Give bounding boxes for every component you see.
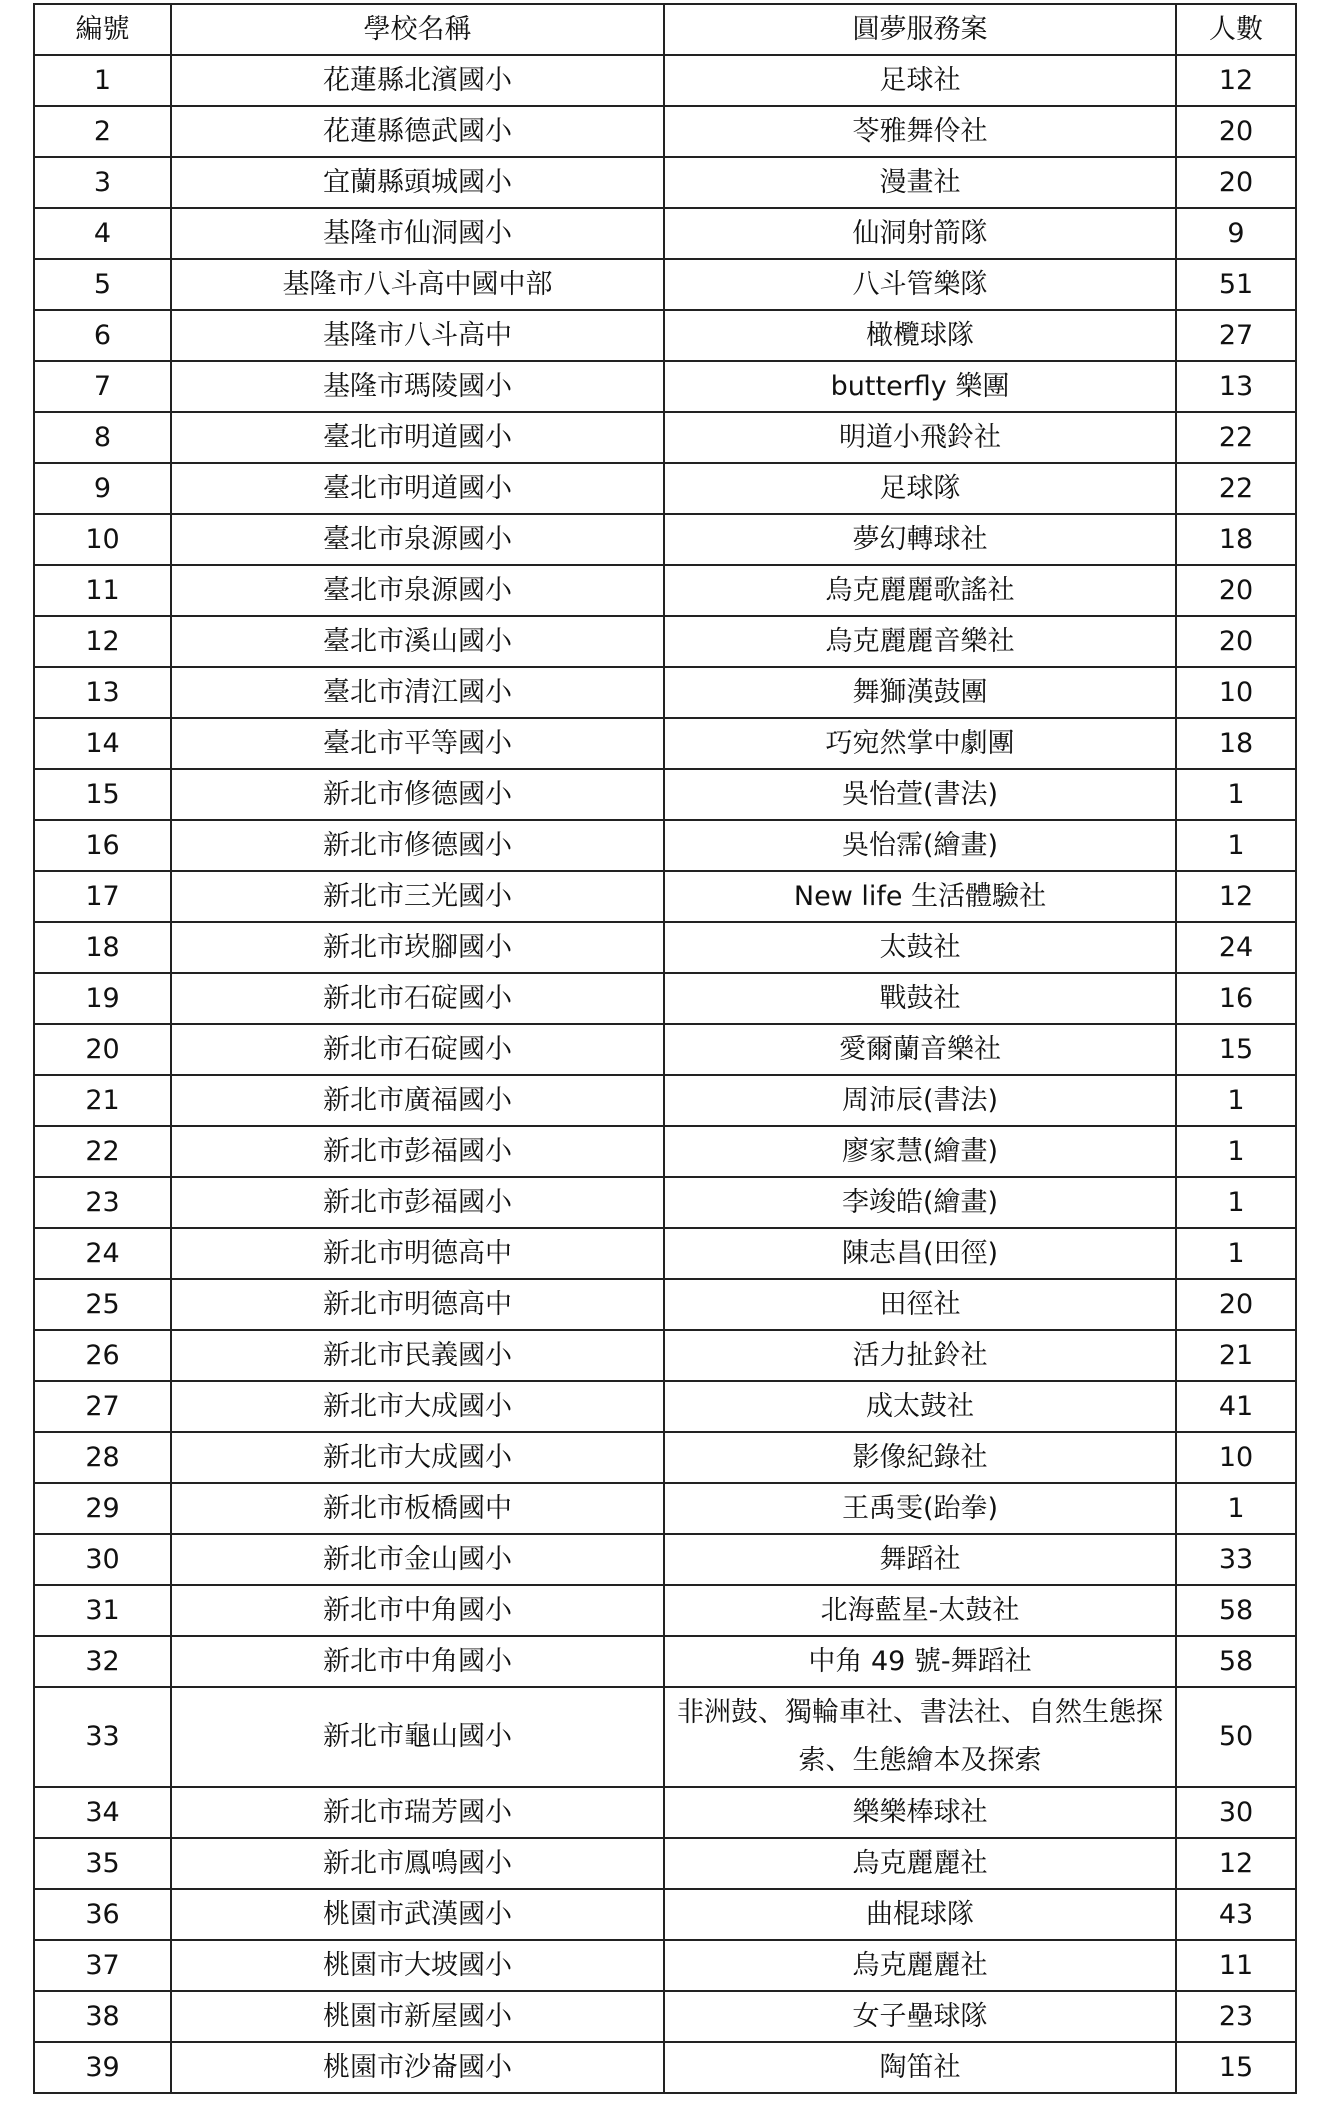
cell-service: 影像紀錄社 — [664, 1432, 1176, 1483]
cell-school: 新北市龜山國小 — [171, 1687, 664, 1787]
table-row — [34, 55, 1296, 106]
table-row — [34, 1075, 1296, 1126]
cell-school: 臺北市溪山國小 — [171, 616, 664, 667]
cell-count: 1 — [1176, 820, 1296, 871]
cell-count: 50 — [1176, 1687, 1296, 1787]
cell-school: 新北市廣福國小 — [171, 1075, 664, 1126]
cell-service: 陶笛社 — [664, 2042, 1176, 2093]
table-row — [34, 157, 1296, 208]
table-row — [34, 1940, 1296, 1991]
table-row — [34, 412, 1296, 463]
cell-no: 19 — [34, 973, 171, 1024]
cell-no: 2 — [34, 106, 171, 157]
cell-no: 25 — [34, 1279, 171, 1330]
cell-count: 11 — [1176, 1940, 1296, 1991]
table-row — [34, 208, 1296, 259]
cell-service: 樂樂棒球社 — [664, 1787, 1176, 1838]
cell-service: 吳怡萱(書法) — [664, 769, 1176, 820]
cell-count: 10 — [1176, 1432, 1296, 1483]
cell-service: 北海藍星-太鼓社 — [664, 1585, 1176, 1636]
cell-school: 臺北市泉源國小 — [171, 514, 664, 565]
cell-no: 9 — [34, 463, 171, 514]
cell-count: 21 — [1176, 1330, 1296, 1381]
table-row — [34, 1838, 1296, 1889]
cell-count: 13 — [1176, 361, 1296, 412]
cell-school: 新北市彭福國小 — [171, 1177, 664, 1228]
cell-school: 新北市中角國小 — [171, 1585, 664, 1636]
cell-count: 22 — [1176, 412, 1296, 463]
cell-no: 5 — [34, 259, 171, 310]
table-row — [34, 769, 1296, 820]
cell-no: 16 — [34, 820, 171, 871]
cell-no: 39 — [34, 2042, 171, 2093]
cell-service: 田徑社 — [664, 1279, 1176, 1330]
cell-school: 新北市修德國小 — [171, 820, 664, 871]
table-row — [34, 106, 1296, 157]
cell-count: 1 — [1176, 1483, 1296, 1534]
cell-school: 基隆市八斗高中 — [171, 310, 664, 361]
cell-service: 巧宛然掌中劇團 — [664, 718, 1176, 769]
cell-count: 1 — [1176, 769, 1296, 820]
cell-no: 28 — [34, 1432, 171, 1483]
cell-school: 新北市崁腳國小 — [171, 922, 664, 973]
cell-count: 20 — [1176, 106, 1296, 157]
table-row — [34, 1228, 1296, 1279]
cell-no: 33 — [34, 1687, 171, 1787]
cell-count: 23 — [1176, 1991, 1296, 2042]
table-row — [34, 463, 1296, 514]
cell-school: 新北市中角國小 — [171, 1636, 664, 1687]
cell-service: 女子壘球隊 — [664, 1991, 1176, 2042]
table-row — [34, 1636, 1296, 1687]
cell-service: 周沛辰(書法) — [664, 1075, 1176, 1126]
table-row — [34, 259, 1296, 310]
cell-count: 15 — [1176, 1024, 1296, 1075]
cell-service: 橄欖球隊 — [664, 310, 1176, 361]
cell-count: 20 — [1176, 1279, 1296, 1330]
cell-no: 29 — [34, 1483, 171, 1534]
roster-body — [34, 55, 1296, 2093]
cell-no: 13 — [34, 667, 171, 718]
table-row — [34, 1483, 1296, 1534]
table-row — [34, 1381, 1296, 1432]
cell-service: 足球隊 — [664, 463, 1176, 514]
cell-school: 花蓮縣德武國小 — [171, 106, 664, 157]
cell-count: 58 — [1176, 1636, 1296, 1687]
cell-service: 中角 49 號-舞蹈社 — [664, 1636, 1176, 1687]
cell-count: 41 — [1176, 1381, 1296, 1432]
cell-count: 18 — [1176, 514, 1296, 565]
cell-school: 臺北市明道國小 — [171, 463, 664, 514]
cell-service: 舞獅漢鼓團 — [664, 667, 1176, 718]
table-row — [34, 514, 1296, 565]
cell-service: 苓雅舞伶社 — [664, 106, 1176, 157]
roster-table — [33, 3, 1297, 2094]
cell-school: 桃園市沙崙國小 — [171, 2042, 664, 2093]
cell-service: 李竣皓(繪畫) — [664, 1177, 1176, 1228]
cell-school: 新北市修德國小 — [171, 769, 664, 820]
cell-no: 7 — [34, 361, 171, 412]
cell-no: 6 — [34, 310, 171, 361]
cell-no: 35 — [34, 1838, 171, 1889]
cell-school: 桃園市新屋國小 — [171, 1991, 664, 2042]
table-row — [34, 1787, 1296, 1838]
cell-count: 12 — [1176, 1838, 1296, 1889]
cell-count: 24 — [1176, 922, 1296, 973]
cell-service: New life 生活體驗社 — [664, 871, 1176, 922]
cell-school: 新北市三光國小 — [171, 871, 664, 922]
cell-service: 非洲鼓、獨輪車社、書法社、自然生態探索、生態繪本及探索 — [664, 1687, 1176, 1787]
cell-school: 基隆市仙洞國小 — [171, 208, 664, 259]
table-row — [34, 1889, 1296, 1940]
cell-service: 烏克麗麗社 — [664, 1838, 1176, 1889]
cell-no: 24 — [34, 1228, 171, 1279]
table-row — [34, 361, 1296, 412]
cell-count: 10 — [1176, 667, 1296, 718]
cell-school: 新北市明德高中 — [171, 1228, 664, 1279]
cell-service: 太鼓社 — [664, 922, 1176, 973]
table-row — [34, 1126, 1296, 1177]
cell-school: 基隆市八斗高中國中部 — [171, 259, 664, 310]
cell-service: 夢幻轉球社 — [664, 514, 1176, 565]
cell-school: 新北市金山國小 — [171, 1534, 664, 1585]
cell-no: 14 — [34, 718, 171, 769]
cell-service: 烏克麗麗歌謠社 — [664, 565, 1176, 616]
cell-no: 3 — [34, 157, 171, 208]
cell-service: 舞蹈社 — [664, 1534, 1176, 1585]
header-count: 人數 — [1176, 4, 1296, 55]
cell-school: 新北市彭福國小 — [171, 1126, 664, 1177]
cell-count: 51 — [1176, 259, 1296, 310]
cell-school: 新北市大成國小 — [171, 1432, 664, 1483]
cell-school: 桃園市武漢國小 — [171, 1889, 664, 1940]
cell-count: 9 — [1176, 208, 1296, 259]
cell-count: 1 — [1176, 1228, 1296, 1279]
cell-no: 1 — [34, 55, 171, 106]
cell-service: 成太鼓社 — [664, 1381, 1176, 1432]
cell-count: 15 — [1176, 2042, 1296, 2093]
cell-service: 陳志昌(田徑) — [664, 1228, 1176, 1279]
cell-count: 12 — [1176, 55, 1296, 106]
cell-service: 吳怡霈(繪畫) — [664, 820, 1176, 871]
cell-school: 桃園市大坡國小 — [171, 1940, 664, 1991]
table-row — [34, 973, 1296, 1024]
cell-no: 36 — [34, 1889, 171, 1940]
cell-count: 22 — [1176, 463, 1296, 514]
cell-school: 新北市石碇國小 — [171, 1024, 664, 1075]
cell-no: 27 — [34, 1381, 171, 1432]
cell-service: 足球社 — [664, 55, 1176, 106]
cell-service: 烏克麗麗社 — [664, 1940, 1176, 1991]
cell-count: 18 — [1176, 718, 1296, 769]
cell-count: 16 — [1176, 973, 1296, 1024]
cell-count: 58 — [1176, 1585, 1296, 1636]
cell-service: 漫畫社 — [664, 157, 1176, 208]
cell-no: 22 — [34, 1126, 171, 1177]
cell-school: 新北市石碇國小 — [171, 973, 664, 1024]
cell-no: 32 — [34, 1636, 171, 1687]
cell-count: 33 — [1176, 1534, 1296, 1585]
cell-count: 20 — [1176, 565, 1296, 616]
cell-service: 廖家慧(繪畫) — [664, 1126, 1176, 1177]
table-row — [34, 565, 1296, 616]
table-row — [34, 1687, 1296, 1787]
cell-count: 1 — [1176, 1075, 1296, 1126]
cell-school: 新北市明德高中 — [171, 1279, 664, 1330]
cell-no: 26 — [34, 1330, 171, 1381]
table-row — [34, 1330, 1296, 1381]
cell-service: 活力扯鈴社 — [664, 1330, 1176, 1381]
table-row — [34, 310, 1296, 361]
cell-no: 20 — [34, 1024, 171, 1075]
cell-count: 43 — [1176, 1889, 1296, 1940]
cell-school: 新北市鳳鳴國小 — [171, 1838, 664, 1889]
table-row — [34, 1024, 1296, 1075]
cell-no: 8 — [34, 412, 171, 463]
cell-count: 30 — [1176, 1787, 1296, 1838]
header-no: 編號 — [34, 4, 171, 55]
header-service: 圓夢服務案 — [664, 4, 1176, 55]
cell-school: 基隆市瑪陵國小 — [171, 361, 664, 412]
cell-no: 38 — [34, 1991, 171, 2042]
cell-no: 12 — [34, 616, 171, 667]
table-row — [34, 1432, 1296, 1483]
cell-no: 21 — [34, 1075, 171, 1126]
table-row — [34, 1991, 1296, 2042]
cell-service: 明道小飛鈴社 — [664, 412, 1176, 463]
cell-service: 八斗管樂隊 — [664, 259, 1176, 310]
cell-no: 34 — [34, 1787, 171, 1838]
cell-school: 新北市瑞芳國小 — [171, 1787, 664, 1838]
cell-school: 宜蘭縣頭城國小 — [171, 157, 664, 208]
cell-count: 20 — [1176, 616, 1296, 667]
table-row — [34, 1279, 1296, 1330]
cell-service: 曲棍球隊 — [664, 1889, 1176, 1940]
cell-count: 27 — [1176, 310, 1296, 361]
cell-no: 11 — [34, 565, 171, 616]
cell-no: 18 — [34, 922, 171, 973]
table-row — [34, 1534, 1296, 1585]
cell-count: 1 — [1176, 1126, 1296, 1177]
table-row — [34, 1585, 1296, 1636]
cell-no: 31 — [34, 1585, 171, 1636]
cell-service: 戰鼓社 — [664, 973, 1176, 1024]
cell-no: 15 — [34, 769, 171, 820]
cell-school: 臺北市清江國小 — [171, 667, 664, 718]
cell-school: 臺北市平等國小 — [171, 718, 664, 769]
cell-count: 1 — [1176, 1177, 1296, 1228]
cell-school: 新北市大成國小 — [171, 1381, 664, 1432]
table-row — [34, 820, 1296, 871]
table-row — [34, 2042, 1296, 2093]
cell-school: 新北市板橋國中 — [171, 1483, 664, 1534]
cell-school: 臺北市泉源國小 — [171, 565, 664, 616]
header-row — [34, 4, 1296, 55]
table-row — [34, 1177, 1296, 1228]
cell-school: 花蓮縣北濱國小 — [171, 55, 664, 106]
cell-service: 烏克麗麗音樂社 — [664, 616, 1176, 667]
cell-count: 12 — [1176, 871, 1296, 922]
cell-count: 20 — [1176, 157, 1296, 208]
cell-no: 30 — [34, 1534, 171, 1585]
cell-service: 王禹雯(跆拳) — [664, 1483, 1176, 1534]
table-row — [34, 667, 1296, 718]
table-row — [34, 922, 1296, 973]
cell-school: 臺北市明道國小 — [171, 412, 664, 463]
table-row — [34, 616, 1296, 667]
cell-service: butterfly 樂團 — [664, 361, 1176, 412]
cell-no: 4 — [34, 208, 171, 259]
cell-no: 17 — [34, 871, 171, 922]
table-row — [34, 871, 1296, 922]
cell-no: 37 — [34, 1940, 171, 1991]
table-row — [34, 718, 1296, 769]
cell-service: 仙洞射箭隊 — [664, 208, 1176, 259]
cell-school: 新北市民義國小 — [171, 1330, 664, 1381]
cell-service: 愛爾蘭音樂社 — [664, 1024, 1176, 1075]
cell-no: 23 — [34, 1177, 171, 1228]
header-school: 學校名稱 — [171, 4, 664, 55]
cell-no: 10 — [34, 514, 171, 565]
